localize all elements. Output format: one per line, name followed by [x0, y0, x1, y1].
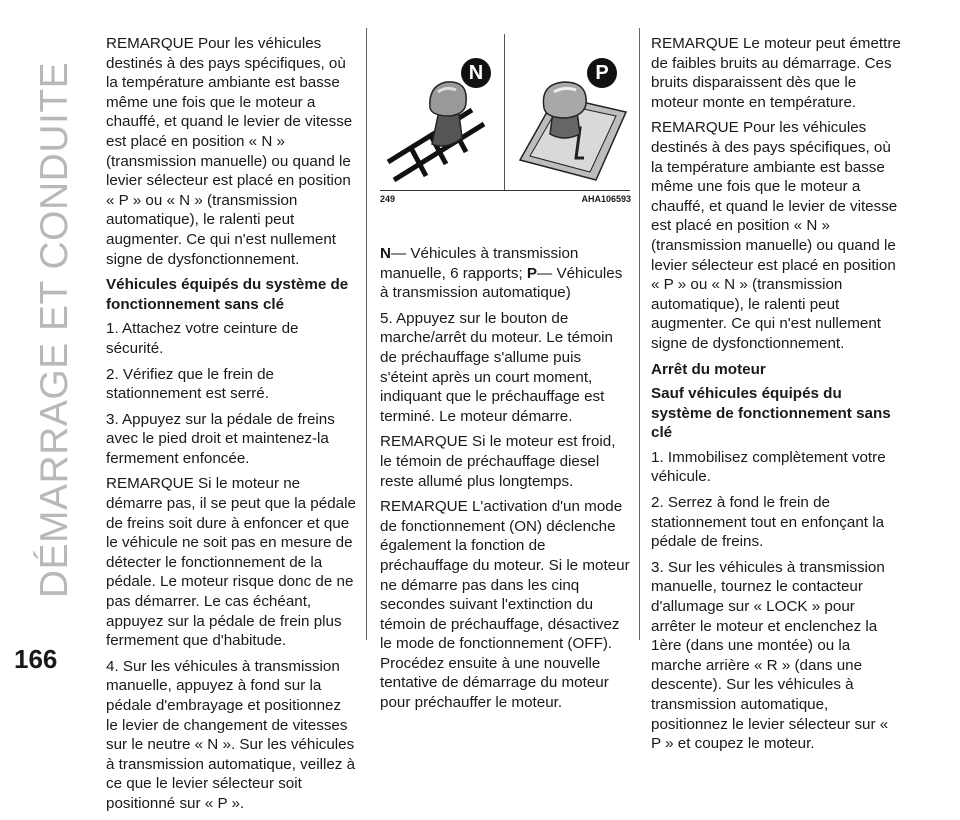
note-paragraph: REMARQUE Le moteur peut émettre de faibles bruits au démarrage. Ces bruits disparaissent dès que le moteur monte en température. — [651, 35, 901, 111]
page-number: 166 — [14, 644, 58, 674]
note-paragraph: REMARQUE L'activation d'un mode de fonctionnement (ON) déclenche également la fonction de préchauffage du moteur. Si le moteur ne démarre pas dans les cinq secondes suivant l'extinction du témoin de préchauffage, désactivez le mode de fonctionnement (OFF). Procédez ensuite à une nouvelle tentative de démarrage du moteur pour préchauffer le moteur. — [380, 498, 630, 712]
figure-caption — [380, 244, 630, 303]
section-title: DÉMARRAGE ET CONDUITE — [33, 61, 76, 599]
step-paragraph: 1. Attachez votre ceinture de sécurité. — [106, 320, 299, 357]
automatic-shift-lever-icon — [520, 82, 626, 180]
text-column-right — [651, 34, 901, 760]
caption-p-text: — Véhicules à transmission automatique) — [380, 264, 623, 302]
step-paragraph: 5. Appuyez sur le bouton de marche/arrêt du moteur. Le témoin de préchauffage s'allume puis s'éteint après un court moment, indiquant que le préchauffage est terminé. Le moteur démarre. — [380, 309, 613, 425]
text-column-left — [106, 34, 356, 820]
step-paragraph: 3. Sur les véhicules à transmission manuelle, tournez le contacteur d'allumage sur « LOCK » pour arrêter le moteur et enclenchez la 1ère (dans une montée) ou la marche arrière « R » (dans une descente). Sur les véhicules à transmission automatique, positionnez le levier sélecteur sur « P » et coupez le moteur. — [651, 558, 889, 753]
step-paragraph: 2. Vérifiez que le frein de stationnement est serré. — [106, 365, 275, 403]
caption-n-text: — Véhicules à transmission manuelle, 6 rapports; — [380, 245, 579, 282]
figure-number: 249 — [380, 194, 396, 204]
step-paragraph: 1. Immobilisez complètement votre véhicule. — [651, 448, 886, 486]
column-divider — [366, 28, 367, 640]
manual-shift-lever-icon — [388, 82, 484, 180]
note-paragraph: REMARQUE Si le moteur est froid, le témoin de préchauffage diesel reste allumé plus longtemps. — [380, 433, 616, 490]
label-p-badge: P — [587, 58, 617, 88]
note-paragraph: REMARQUE Pour les véhicules destinés à des pays spécifiques, où la température ambiante est basse même une fois que le moteur a chauffé, et quand le levier de vitesse est placé en position « N » (transmission manuelle) ou quand le levier sélecteur est placé en position « P » ou « N » (transmission automatique), le ralenti peut augmenter. Ce qui n'est nullement signe de dysfonctionnement. — [106, 35, 353, 268]
caption-p-label: P — [526, 264, 538, 282]
text-column-middle — [380, 244, 630, 719]
subsection-heading: Sauf véhicules équipés du système de fonctionnement sans clé — [651, 385, 891, 442]
gear-lever-figure — [380, 34, 630, 191]
column-divider — [639, 28, 640, 640]
figure-divider — [504, 34, 505, 190]
section-heading: Arrêt du moteur — [651, 360, 766, 378]
note-paragraph: REMARQUE Pour les véhicules destinés à des pays spécifiques, où la température ambiante est basse même une fois que le moteur a chauffé, et quand le levier de vitesse est placé en position « N » (transmission manuelle) ou quand le levier sélecteur est placé en position « P » ou « N » (transmission automatique), le ralenti peut augmenter. Ce qui n'est nullement signe de dysfonctionnement. — [651, 119, 898, 352]
note-paragraph: REMARQUE Si le moteur ne démarre pas, il se peut que la pédale de freins soit dure à enfoncer et que le véhicule ne soit pas en mesure de détecter le fonctionnement de la pédale. Le moteur risque donc de ne pas démarrer. Le cas échéant, appuyez sur la pédale de frein plus fermement que d'habitude. — [106, 475, 356, 650]
gear-lever-illustration — [380, 34, 630, 190]
caption-n-label: N — [380, 245, 391, 262]
section-heading: Véhicules équipés du système de fonctionnement sans clé — [106, 276, 349, 313]
step-paragraph: 4. Sur les véhicules à transmission manuelle, appuyez à fond sur la pédale d'embrayage et positionnez le levier de changement de vitesses sur le neutre « N ». Sur les véhicules à transmission automatique, veillez à ce que le levier sélecteur soit positionné sur « P ». — [106, 657, 356, 812]
label-n-badge: N — [461, 58, 491, 88]
figure-code: AHA106593 — [581, 194, 631, 204]
step-paragraph: 3. Appuyez sur la pédale de freins avec le pied droit et maintenez-la fermement enfoncée. — [106, 410, 335, 467]
step-paragraph: 2. Serrez à fond le frein de stationnement tout en enfonçant la pédale de freins. — [651, 494, 885, 551]
